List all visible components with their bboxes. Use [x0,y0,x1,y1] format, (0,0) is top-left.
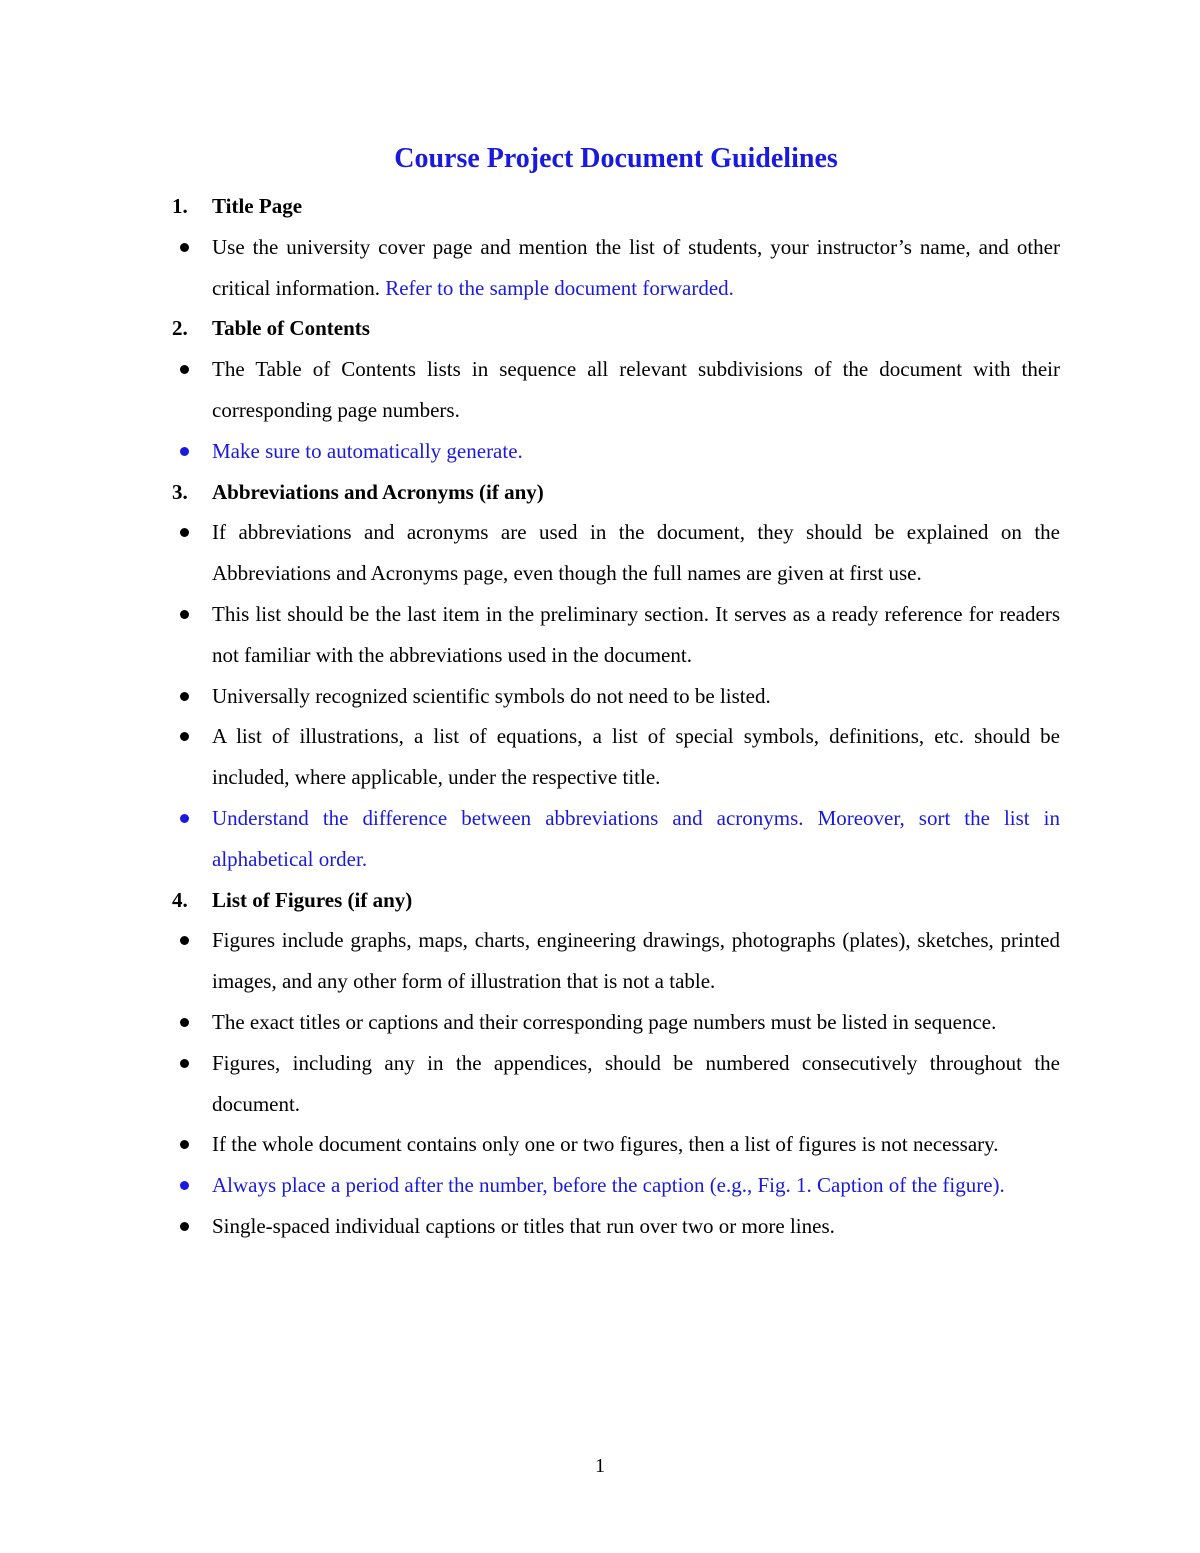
bullet-text: Universally recognized scientific symbols do not need to be listed. [212,683,771,708]
section-heading [172,472,1060,513]
section-number: 4. [172,887,188,912]
section-number: 3. [172,479,188,504]
page-number: 1 [595,1455,605,1477]
bullet-icon [172,1165,212,1206]
section-title: Title Page [212,194,303,218]
bullet-text: Figures, including any in the appendices, should be numbered consecutively throughout the document. [212,1050,1060,1116]
bullet-icon [172,676,212,717]
bullet-icon [172,920,212,1002]
bullet-icon [172,512,212,594]
bullet-icon [172,1002,212,1043]
section-title: List of Figures (if any) [212,887,413,912]
bullet-icon [172,1124,212,1165]
bullet-text: Figures include graphs, maps, charts, engineering drawings, photographs (plates), sketches, printed images, and any other form of illustration that is not a table. [212,928,1060,994]
bullet-item [172,1124,1060,1165]
bullet-text: Single-spaced individual captions or titles that run over two or more lines. [212,1213,835,1238]
section-heading [172,308,1060,349]
bullet-icon [172,594,212,676]
bullet-item [172,920,1060,1002]
bullet-text: Always place a period after the number, before the caption (e.g., Fig. 1. Caption of the figure). [212,1173,1005,1198]
bullet-item [172,1002,1060,1043]
bullet-icon [172,716,212,798]
bullet-icon [172,1043,212,1125]
bullet-text: This list should be the last item in the preliminary section. It serves as a ready reference for readers not familiar with the abbreviations used in the document. [212,601,1060,667]
bullet-text-blue: Refer to the sample document forwarded. [379,275,734,300]
bullet-icon [172,431,212,472]
bullet-item [172,1165,1060,1206]
bullet-item [172,431,1060,472]
section-title: Table of Contents [212,316,370,341]
section-title: Abbreviations and Acronyms (if any) [212,479,544,504]
bullet-item [172,676,1060,717]
bullet-item [172,227,1060,309]
bullet-item [172,716,1060,798]
bullet-item [172,594,1060,676]
bullet-icon [172,1206,212,1247]
bullet-text: If the whole document contains only one or two figures, then a list of figures is not necessary. [212,1132,999,1157]
bullet-text: The exact titles or captions and their corresponding page numbers must be listed in sequence. [212,1009,997,1034]
bullet-icon [172,227,212,309]
bullet-icon [172,349,212,431]
section-heading [172,186,1060,227]
sections [172,186,1060,1247]
bullet-item [172,349,1060,431]
section-number: 1. [172,194,188,218]
bullet-text [212,227,1060,309]
bullet-text: The Table of Contents lists in sequence all relevant subdivisions of the document with their corresponding page numbers. [212,357,1060,422]
document-body [172,140,1060,1247]
bullet-text: Make sure to automatically generate. [212,438,523,463]
bullet-icon [172,798,212,880]
bullet-text: If abbreviations and acronyms are used in the document, they should be explained on the Abbreviations and Acronyms page, even though the full names are given at first use. [212,520,1060,586]
section-heading [172,880,1060,921]
bullet-item [172,512,1060,594]
document-title: Course Project Document Guidelines [394,143,838,174]
bullet-text-black: Use the university cover page and mention the list of students, your instructor’s name, and other critical information. [212,234,1060,300]
bullet-item [172,798,1060,880]
bullet-item [172,1206,1060,1247]
bullet-text: A list of illustrations, a list of equations, a list of special symbols, definitions, etc. should be included, where applicable, under the respective title. [212,724,1060,790]
bullet-item [172,1043,1060,1125]
bullet-text: Understand the difference between abbreviations and acronyms. Moreover, sort the list in alphabetical order. [212,805,1060,871]
section-number: 2. [172,316,188,341]
